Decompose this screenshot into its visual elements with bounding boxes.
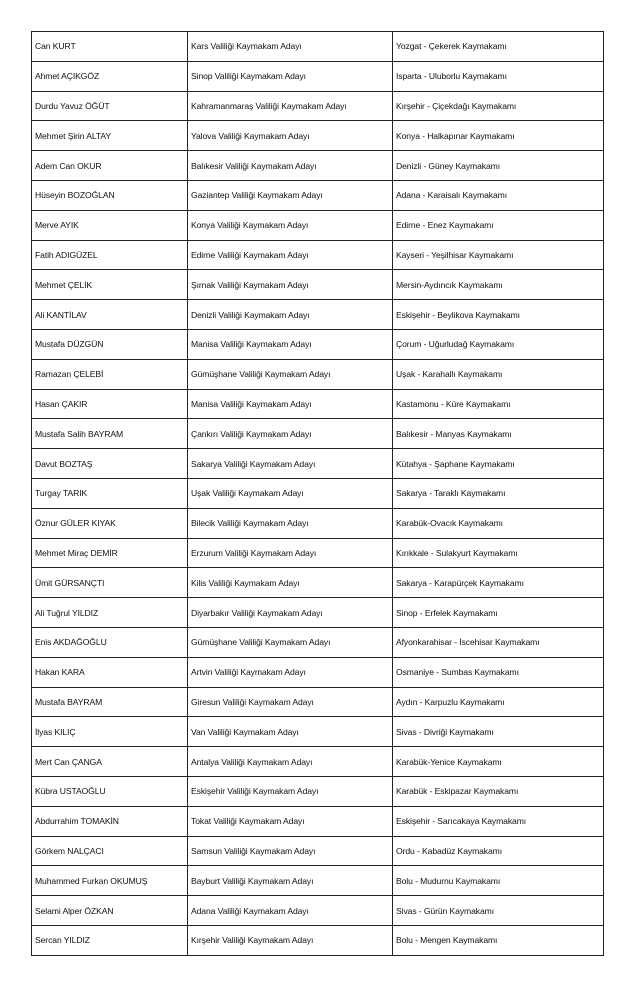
name-cell: Abdurrahim TOMAKİN [32,806,188,836]
assignment-cell: Konya - Halkapınar Kaymakamı [393,121,604,151]
candidacy-cell: Uşak Valiliği Kaymakam Adayı [188,478,393,508]
candidacy-cell: Gümüşhane Valiliği Kaymakam Adayı [188,359,393,389]
candidacy-cell: Gaziantep Valiliği Kaymakam Adayı [188,180,393,210]
name-cell: Ali Tuğrul YILDIZ [32,598,188,628]
assignment-cell: Çorum - Uğurludağ Kaymakamı [393,329,604,359]
candidacy-cell: Kahramanmaraş Valiliği Kaymakam Adayı [188,91,393,121]
candidacy-cell: Eskişehir Valiliği Kaymakam Adayı [188,776,393,806]
table-row [32,151,604,181]
candidacy-cell: Bayburt Valiliği Kaymakam Adayı [188,866,393,896]
name-cell: Ümit GÜRSANÇTI [32,568,188,598]
name-cell: Fatih ADIGÜZEL [32,240,188,270]
assignment-cell: Sinop - Erfelek Kaymakamı [393,598,604,628]
candidacy-cell: Manisa Valiliği Kaymakam Adayı [188,329,393,359]
candidacy-cell: Gümüşhane Valiliği Kaymakam Adayı [188,627,393,657]
assignment-cell: Bolu - Mudurnu Kaymakamı [393,866,604,896]
table-row [32,210,604,240]
assignment-cell: Balıkesir - Manyas Kaymakamı [393,419,604,449]
name-cell: İlyas KILIÇ [32,717,188,747]
name-cell: Sercan YILDIZ [32,925,188,955]
assignment-cell: Karabük-Yenice Kaymakamı [393,747,604,777]
candidacy-cell: Adana Valiliği Kaymakam Adayı [188,896,393,926]
candidacy-cell: Balıkesir Valiliği Kaymakam Adayı [188,151,393,181]
assignment-cell: Uşak - Karahallı Kaymakamı [393,359,604,389]
candidacy-cell: Manisa Valiliği Kaymakam Adayı [188,389,393,419]
name-cell: Selami Alper ÖZKAN [32,896,188,926]
name-cell: Mustafa Salih BAYRAM [32,419,188,449]
name-cell: Mustafa DÜZGÜN [32,329,188,359]
name-cell: Can KURT [32,32,188,62]
table-row [32,776,604,806]
assignment-cell: Kastamonu - Küre Kaymakamı [393,389,604,419]
candidacy-cell: Diyarbakır Valiliği Kaymakam Adayı [188,598,393,628]
table-row [32,896,604,926]
name-cell: Enis AKDAĞOĞLU [32,627,188,657]
name-cell: Merve AYIK [32,210,188,240]
table-row [32,300,604,330]
name-cell: Adem Can OKUR [32,151,188,181]
assignment-cell: Osmaniye - Sumbas Kaymakamı [393,657,604,687]
candidacy-cell: Kırşehir Valiliği Kaymakam Adayı [188,925,393,955]
table-row [32,538,604,568]
table-row [32,836,604,866]
assignment-cell: Edirne - Enez Kaymakamı [393,210,604,240]
assignment-cell: Eskişehir - Beylikova Kaymakamı [393,300,604,330]
table-row [32,687,604,717]
table-row [32,449,604,479]
assignment-cell: Isparta - Uluborlu Kaymakamı [393,61,604,91]
table-row [32,329,604,359]
assignment-cell: Yozgat - Çekerek Kaymakamı [393,32,604,62]
table-row [32,478,604,508]
assignment-cell: Ordu - Kabadüz Kaymakamı [393,836,604,866]
name-cell: Mehmet Şirin ALTAY [32,121,188,151]
assignment-cell: Mersin-Aydıncık Kaymakamı [393,270,604,300]
candidacy-cell: Sakarya Valiliği Kaymakam Adayı [188,449,393,479]
name-cell: Kübra USTAOĞLU [32,776,188,806]
name-cell: Hakan KARA [32,657,188,687]
table-row [32,180,604,210]
candidacy-cell: Konya Valiliği Kaymakam Adayı [188,210,393,240]
candidacy-cell: Giresun Valiliği Kaymakam Adayı [188,687,393,717]
appointments-table [31,31,604,956]
table-row [32,925,604,955]
assignment-cell: Sakarya - Karapürçek Kaymakamı [393,568,604,598]
candidacy-cell: Edirne Valiliği Kaymakam Adayı [188,240,393,270]
name-cell: Mehmet Miraç DEMİR [32,538,188,568]
candidacy-cell: Kars Valiliği Kaymakam Adayı [188,32,393,62]
table-row [32,240,604,270]
candidacy-cell: Erzurum Valiliği Kaymakam Adayı [188,538,393,568]
candidacy-cell: Van Valiliği Kaymakam Adayı [188,717,393,747]
table-row [32,747,604,777]
candidacy-cell: Tokat Valiliği Kaymakam Adayı [188,806,393,836]
candidacy-cell: Bilecik Valiliği Kaymakam Adayı [188,508,393,538]
candidacy-cell: Artvin Valiliği Kaymakam Adayı [188,657,393,687]
table-row [32,627,604,657]
name-cell: Turgay TARIK [32,478,188,508]
table-row [32,121,604,151]
assignment-cell: Bolu - Mengen Kaymakamı [393,925,604,955]
table-row [32,508,604,538]
assignment-cell: Karabük-Ovacık Kaymakamı [393,508,604,538]
name-cell: Durdu Yavuz ÖĞÜT [32,91,188,121]
name-cell: Mert Can ÇANGA [32,747,188,777]
table-row [32,61,604,91]
table-row [32,91,604,121]
assignment-cell: Kayseri - Yeşilhisar Kaymakamı [393,240,604,270]
name-cell: Ahmet AÇIKGÖZ [32,61,188,91]
assignment-cell: Denizli - Güney Kaymakamı [393,151,604,181]
assignment-cell: Afyonkarahisar - İscehisar Kaymakamı [393,627,604,657]
table-row [32,598,604,628]
table-row [32,657,604,687]
name-cell: Mehmet ÇELİK [32,270,188,300]
table-row [32,389,604,419]
candidacy-cell: Denizli Valiliği Kaymakam Adayı [188,300,393,330]
table-row [32,32,604,62]
assignment-cell: Sivas - Gürün Kaymakamı [393,896,604,926]
table-row [32,866,604,896]
candidacy-cell: Antalya Valiliği Kaymakam Adayı [188,747,393,777]
name-cell: Mustafa BAYRAM [32,687,188,717]
assignment-cell: Karabük - Eskipazar Kaymakamı [393,776,604,806]
assignment-cell: Eskişehir - Sarıcakaya Kaymakamı [393,806,604,836]
name-cell: Ramazan ÇELEBİ [32,359,188,389]
assignment-cell: Kırşehir - Çiçekdağı Kaymakamı [393,91,604,121]
appointments-table-container [31,31,603,956]
table-row [32,806,604,836]
candidacy-cell: Kilis Valiliği Kaymakam Adayı [188,568,393,598]
name-cell: Hasan ÇAKIR [32,389,188,419]
candidacy-cell: Sinop Valiliği Kaymakam Adayı [188,61,393,91]
assignment-cell: Aydın - Karpuzlu Kaymakamı [393,687,604,717]
candidacy-cell: Yalova Valiliği Kaymakam Adayı [188,121,393,151]
table-row [32,717,604,747]
table-body [32,32,604,956]
table-row [32,359,604,389]
name-cell: Ali KANTİLAV [32,300,188,330]
name-cell: Görkem NALÇACI [32,836,188,866]
assignment-cell: Sivas - Divriği Kaymakamı [393,717,604,747]
name-cell: Muhammed Furkan OKUMUŞ [32,866,188,896]
assignment-cell: Adana - Karaisalı Kaymakamı [393,180,604,210]
name-cell: Hüseyin BOZOĞLAN [32,180,188,210]
table-row [32,419,604,449]
candidacy-cell: Şırnak Valiliği Kaymakam Adayı [188,270,393,300]
candidacy-cell: Samsun Valiliği Kaymakam Adayı [188,836,393,866]
candidacy-cell: Çankırı Valiliği Kaymakam Adayı [188,419,393,449]
assignment-cell: Kütahya - Şaphane Kaymakamı [393,449,604,479]
name-cell: Öznur GÜLER KIYAK [32,508,188,538]
assignment-cell: Sakarya - Taraklı Kaymakamı [393,478,604,508]
name-cell: Davut BOZTAŞ [32,449,188,479]
assignment-cell: Kırıkkale - Sulakyurt Kaymakamı [393,538,604,568]
table-row [32,270,604,300]
table-row [32,568,604,598]
